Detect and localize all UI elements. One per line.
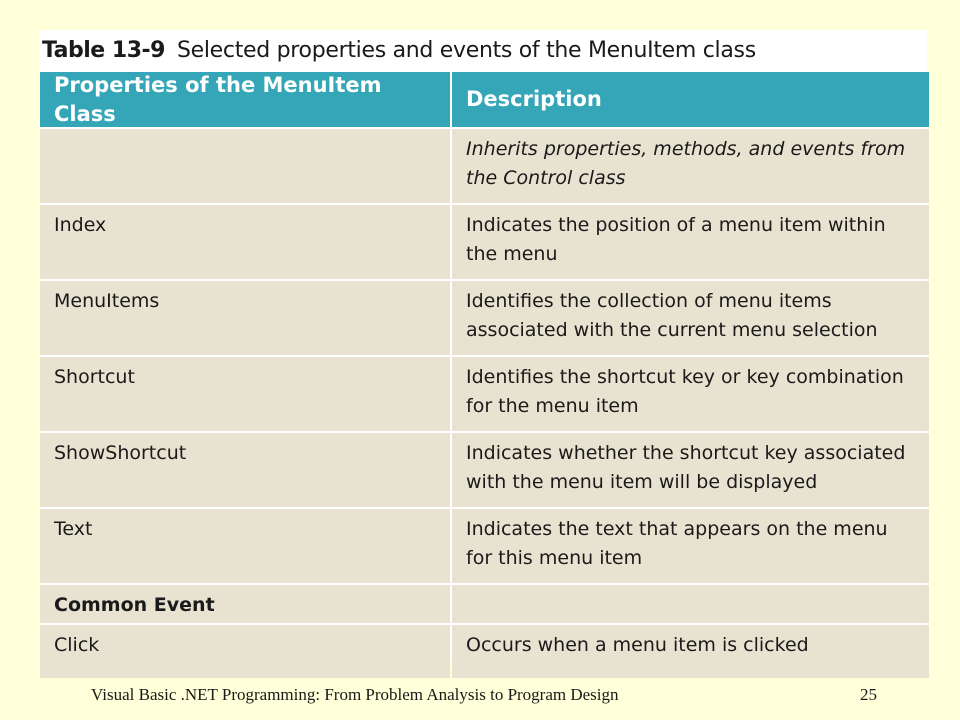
section-heading-common-event: Common Event xyxy=(40,585,450,623)
table-cell-description: Indicates whether the shortcut key associated with the menu item will be displayed xyxy=(452,433,929,507)
table-cell-description: Identifies the shortcut key or key combination for the menu item xyxy=(452,357,929,431)
column-header-properties: Properties of the MenuItem Class xyxy=(40,72,450,127)
table-cell-description: Occurs when a menu item is clicked xyxy=(452,625,929,678)
table-cell-property: Click xyxy=(40,625,450,678)
table-cell-description: Inherits properties, methods, and events from the Control class xyxy=(452,129,929,203)
slide-footer xyxy=(0,685,960,711)
table-cell-property: Index xyxy=(40,205,450,279)
table-cell-property: Shortcut xyxy=(40,357,450,431)
table-cell-description: Identifies the collection of menu items associated with the current menu selection xyxy=(452,281,929,355)
table-cell-description: Indicates the text that appears on the menu for this menu item xyxy=(452,509,929,583)
table-cell-property: ShowShortcut xyxy=(40,433,450,507)
table-cell-description: Indicates the position of a menu item within the menu xyxy=(452,205,929,279)
table-cell-property: Text xyxy=(40,509,450,583)
properties-table xyxy=(40,72,927,662)
table-title: Selected properties and events of the MenuItem class xyxy=(176,37,756,63)
table-cell-property xyxy=(40,129,450,203)
footer-book-title: Visual Basic .NET Programming: From Problem Analysis to Program Design xyxy=(91,685,619,704)
table-cell-description xyxy=(452,585,929,623)
page-number: 25 xyxy=(860,685,877,704)
table-number: Table 13-9 xyxy=(42,37,165,63)
table-cell-property: MenuItems xyxy=(40,281,450,355)
table-caption xyxy=(40,30,927,70)
table-figure xyxy=(40,30,927,662)
column-header-description: Description xyxy=(452,72,929,127)
